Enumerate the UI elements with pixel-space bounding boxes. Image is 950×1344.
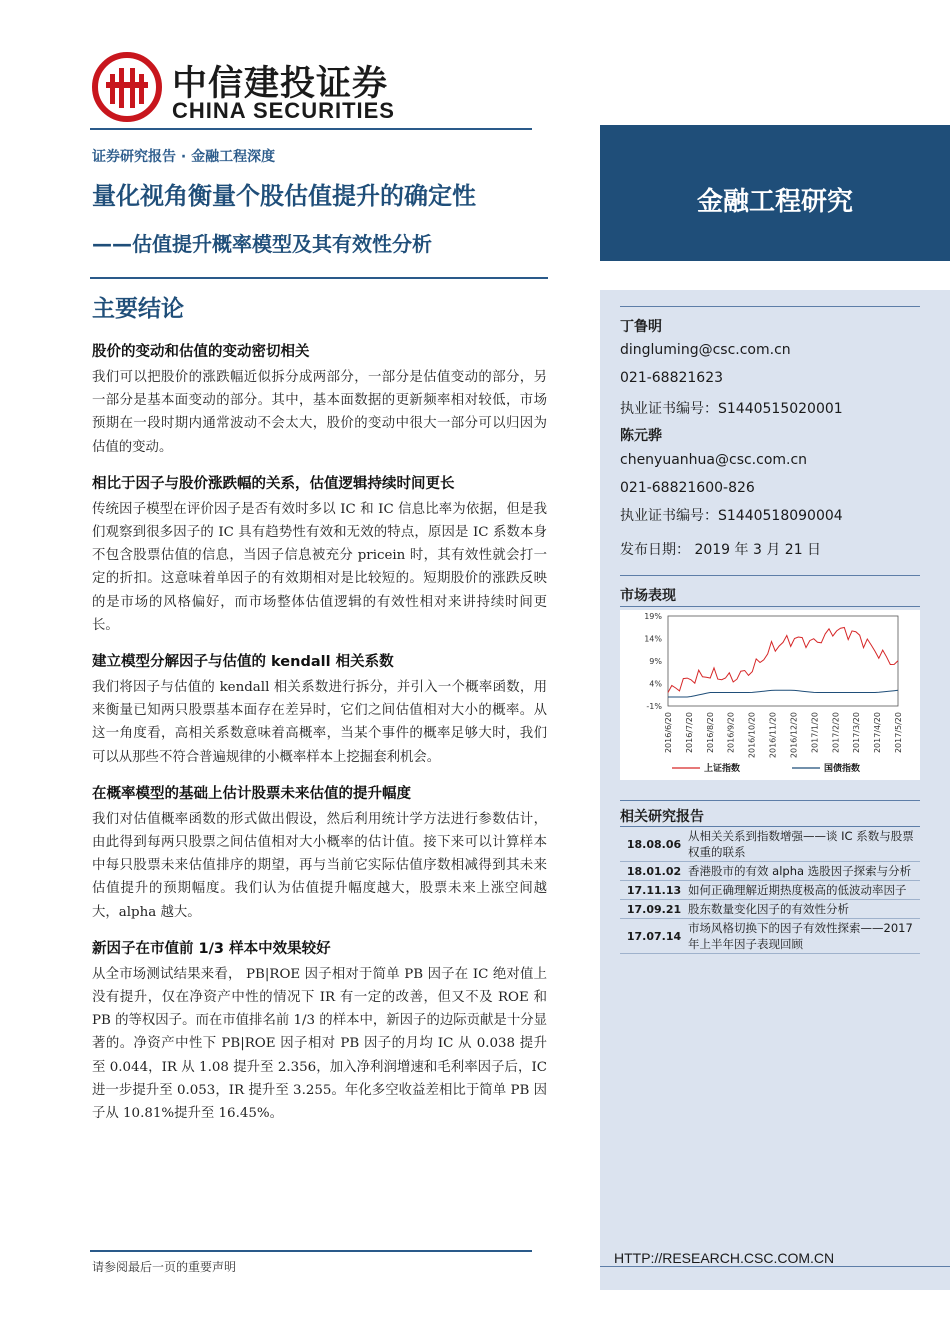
brand-name-cn: 中信建投证券 [172, 64, 389, 104]
x-tick-label: 2016/11/20 [768, 712, 778, 759]
conclusion-body: 我们将因子与估值的 kendall 相关系数进行拆分，并引入一个概率函数，用来衡量已知两只股票基本面存在差异时，它们之间估值相对大小的概率。从这一角度看，高相关系数意味着高概率，当某个事件的概率足够大时，我们可以从那些不符合普遍规律的小概率样本上挖掘套利机会。 [92, 680, 547, 765]
related-report-date: 18.01.02 [626, 864, 682, 878]
csc-logo-icon [92, 52, 162, 122]
related-report-item[interactable] [620, 881, 920, 900]
conclusion-title: 相比于因子与股价涨跌幅的关系，估值逻辑持续时间更长 [92, 475, 455, 492]
analyst-1-cert: 执业证书编号：S1440515020001 [620, 401, 843, 417]
conclusion-title: 在概率模型的基础上估计股票未来估值的提升幅度 [92, 785, 411, 802]
x-tick-label: 2016/8/20 [705, 712, 715, 754]
y-tick-label: -1% [646, 702, 662, 711]
conclusion-block [92, 938, 547, 1125]
conclusion-body: 我们可以把股价的涨跌幅近似拆分成两部分，一部分是估值变动的部分，另一部分是基本面变动的部分。其中，基本面数据的更新频率相对较低，市场预期在一段时期内通常波动不会太大，股价的变动中很大一部分可以归因为估值的变动。 [92, 370, 547, 455]
sidebar-divider [620, 575, 920, 576]
related-report-title[interactable]: 股东数量变化因子的有效性分析 [688, 902, 849, 916]
x-tick-label: 2017/4/20 [873, 712, 883, 754]
related-report-title[interactable]: 从相关关系到指数增强——谈 IC 系数与股票权重的联系 [688, 829, 914, 859]
sidebar-divider [620, 800, 920, 801]
y-tick-label: 9% [649, 657, 662, 666]
research-url-link[interactable]: HTTP://RESEARCH.CSC.COM.CN [614, 1250, 835, 1266]
report-title: 量化视角衡量个股估值提升的确定性 [92, 182, 476, 210]
conclusion-block [92, 783, 547, 924]
x-tick-label: 2016/10/20 [747, 712, 757, 759]
analyst-2-name: 陈元骅 [620, 428, 662, 444]
x-tick-label: 2016/6/20 [664, 712, 673, 754]
related-reports-heading: 相关研究报告 [620, 809, 704, 825]
header-divider [90, 128, 532, 130]
category-banner [600, 125, 950, 261]
disclaimer-note: 请参阅最后一页的重要声明 [92, 1260, 237, 1274]
market-performance-heading: 市场表现 [620, 588, 676, 604]
x-tick-label: 2017/2/20 [831, 712, 841, 754]
x-tick-label: 2016/7/20 [684, 712, 694, 754]
y-tick-label: 14% [644, 634, 662, 644]
x-tick-label: 2016/9/20 [726, 712, 736, 754]
analyst-2-phone: 021-68821600-826 [620, 480, 755, 496]
x-tick-label: 2017/1/20 [810, 712, 820, 754]
related-report-item[interactable] [620, 827, 920, 862]
brand-name-en: CHINA SECURITIES [172, 98, 395, 123]
conclusion-body: 我们对估值概率函数的形式做出假设，然后利用统计学方法进行参数估计，由此得到每两只股票之间估值相对大小概率的估计值。接下来可以计算样本中每只股票未来估值排序的期望，再与当前它实际估值序数相减得到其未来估值提升的预期幅度。我们认为估值提升幅度越大，股票未来上涨空间越大，alpha 越大。 [92, 811, 547, 920]
sidebar-footer-divider [600, 1266, 950, 1267]
related-report-date: 17.09.21 [626, 902, 682, 916]
conclusion-title: 股价的变动和估值的变动密切相关 [92, 344, 310, 360]
y-tick-label: 19% [644, 612, 662, 621]
market-performance-chart [620, 610, 920, 780]
main-content [92, 290, 547, 1139]
conclusion-title: 新因子在市值前 1/3 样本中效果较好 [92, 940, 331, 957]
title-divider [90, 277, 548, 279]
conclusion-body: 传统因子模型在评价因子是否有效时多以 IC 和 IC 信息比率为依据，但是我们观察到很多因子的 IC 具有趋势性有效和无效的特点，原因是 IC 系数本身不包含股票估值的信息，当因子信息被充分 pricein 时，其有效性就会打一定的折扣。这意味着单因子的有效期相对是比较短的。短期股价的涨跌反映的是市场的风格偏好，而市场整体估值逻辑的有效性相对来讲持续时间更长。 [92, 501, 547, 633]
conclusion-block [92, 651, 547, 769]
y-tick-label: 4% [649, 679, 662, 689]
conclusion-block [92, 341, 547, 459]
related-report-item[interactable] [620, 862, 920, 881]
category-label: 金融工程研究 [696, 187, 853, 217]
sidebar-divider [620, 606, 920, 607]
main-conclusions-heading: 主要结论 [92, 296, 184, 322]
analyst-1-email[interactable]: dingluming@csc.com.cn [620, 342, 791, 358]
publish-date: 发布日期： 2019 年 3 月 21 日 [620, 542, 822, 558]
report-series: 证券研究报告 · 金融工程深度 [92, 149, 276, 165]
related-reports-list [620, 827, 920, 954]
legend-label: 上证指数 [704, 764, 741, 774]
company-logo [92, 52, 395, 128]
sidebar-divider [620, 306, 920, 307]
related-report-item[interactable] [620, 900, 920, 919]
x-tick-label: 2016/12/20 [789, 712, 799, 759]
conclusion-title: 建立模型分解因子与估值的 kendall 相关系数 [92, 654, 394, 671]
footer-divider [90, 1250, 532, 1252]
related-report-title[interactable]: 如何正确理解近期热度极高的低波动率因子 [688, 883, 907, 897]
related-report-date: 17.11.13 [626, 883, 682, 897]
conclusion-body: 从全市场测试结果来看， PB|ROE 因子相对于简单 PB 因子在 IC 绝对值上没有提升，仅在净资产中性的情况下 IR 有一定的改善，但又不及 ROE 和 PB 的等权因子。而在市值排名前 1/3 的样本中，新因子的边际贡献是十分显著的。净资产中性下 PB|ROE 因子相对 PB 因子的月均 IC 从 0.038 提升至 0.044，IR 从 1.08 提升至 2.356，加入净利润增速和毛利率因子后，IC 进一步提升至 0.053，IR 提升至 3.255。年化多空收益差相比于简单 PB 因子从 10.81%提升至 16.45%。 [92, 966, 547, 1122]
report-subtitle: ——估值提升概率模型及其有效性分析 [92, 232, 432, 256]
related-report-title[interactable]: 香港股市的有效 alpha 选股因子探索与分析 [688, 864, 912, 878]
related-report-date: 17.07.14 [626, 929, 682, 943]
conclusion-block [92, 473, 547, 637]
related-report-title[interactable]: 市场风格切换下的因子有效性探索——2017 年上半年因子表现回顾 [688, 921, 913, 951]
analyst-1-name: 丁鲁明 [620, 319, 662, 335]
related-report-item[interactable] [620, 919, 920, 954]
x-tick-label: 2017/3/20 [852, 712, 862, 754]
analyst-1-phone: 021-68821623 [620, 370, 724, 386]
analyst-2-email[interactable]: chenyuanhua@csc.com.cn [620, 452, 808, 468]
x-tick-label: 2017/5/20 [894, 712, 903, 754]
legend-label: 国债指数 [824, 764, 861, 774]
analyst-2-cert: 执业证书编号：S1440518090004 [620, 508, 843, 524]
related-report-date: 18.08.06 [626, 837, 682, 851]
